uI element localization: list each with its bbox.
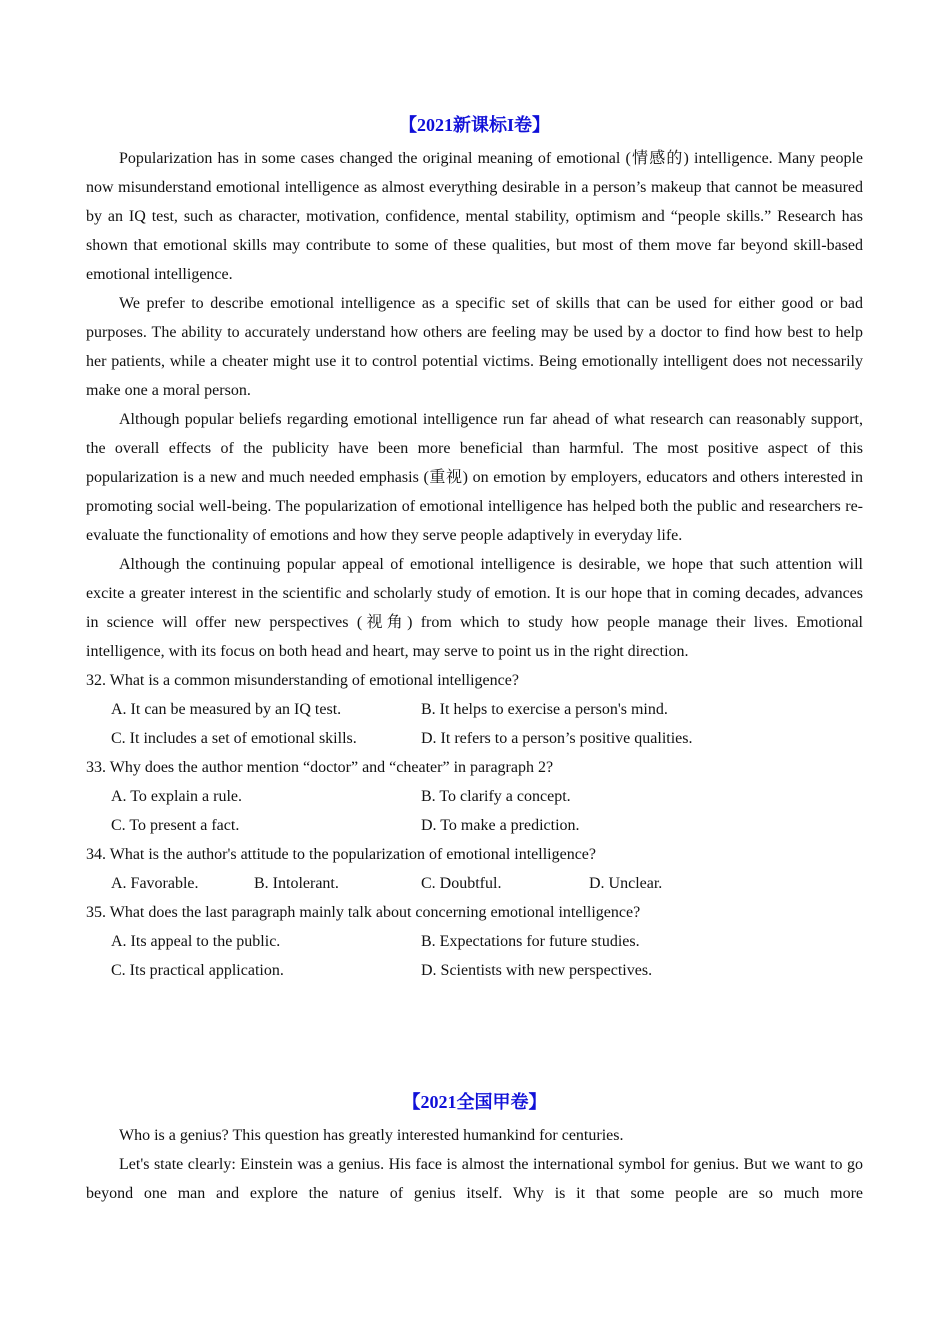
paragraph: Although popular beliefs regarding emotional intelligence run far ahead of what research can reasonably support, the overall effects of the publicity have been more beneficial than harmful. The most positive aspect of this popularization is a new and much needed emphasis (重视) on emotion by employers, educators and others interested in promoting social well-being. The popularization of emotional intelligence has helped both the public and researchers re-evaluate the functionality of emotions and how they serve people adaptively in everyday life. — [86, 411, 863, 544]
option-a: A. Favorable. — [111, 875, 199, 892]
section-title: 【2021全国甲卷】 — [402, 1092, 547, 1112]
option-c: C. It includes a set of emotional skills. — [111, 730, 357, 747]
question-stem: 33. Why does the author mention “doctor” and “cheater” in paragraph 2? — [86, 759, 554, 776]
option-a: A. Its appeal to the public. — [111, 933, 281, 950]
question-stem: 32. What is a common misunderstanding of emotional intelligence? — [86, 672, 519, 689]
option-c: C. To present a fact. — [111, 817, 240, 834]
paragraph: Although the continuing popular appeal of emotional intelligence is desirable, we hope that such attention will excite a greater interest in the scientific and scholarly study of emotion. It is our hope that in coming decades, advances in science will offer new perspectives (视角) from which to study how people manage their lives. Emotional intelligence, with its focus on both head and heart, may serve to point us in the right direction. — [86, 556, 863, 660]
question-34 — [86, 840, 863, 898]
option-a: A. To explain a rule. — [111, 788, 242, 805]
section-2021-quanguo-jia — [86, 1088, 863, 1208]
option-b: B. Expectations for future studies. — [421, 933, 640, 950]
question-32 — [86, 666, 863, 753]
option-d: D. It refers to a person’s positive qualities. — [421, 730, 693, 747]
question-stem: 34. What is the author's attitude to the popularization of emotional intelligence? — [86, 846, 596, 863]
option-b: B. Intolerant. — [254, 875, 339, 892]
paragraph: Let's state clearly: Einstein was a genius. His face is almost the international symbol for genius. But we want to go beyond one man and explore the nature of genius itself. Why is it that some people are so much more — [86, 1156, 863, 1202]
option-c: C. Doubtful. — [421, 875, 502, 892]
paragraph: Popularization has in some cases changed the original meaning of emotional (情感的) intelligence. Many people now misunderstand emotional intelligence as almost everything desirable in a person’s makeup that cannot be measured by an IQ test, such as character, motivation, confidence, mental stability, optimism and “people skills.” Research has shown that emotional skills may contribute to some of these qualities, but most of them move far beyond skill-based emotional intelligence. — [86, 150, 863, 283]
question-33 — [86, 753, 863, 840]
section-title: 【2021新课标I卷】 — [398, 115, 550, 135]
section-2021-xinkebiao-1 — [86, 111, 863, 985]
option-d: D. Unclear. — [589, 875, 663, 892]
paragraph: We prefer to describe emotional intelligence as a specific set of skills that can be used for either good or bad purposes. The ability to accurately understand how others are feeling may be used by a doctor to find how best to help her patients, while a cheater might use it to control potential victims. Being emotionally intelligent does not necessarily make one a moral person. — [86, 295, 863, 399]
option-d: D. To make a prediction. — [421, 817, 580, 834]
question-stem: 35. What does the last paragraph mainly talk about concerning emotional intelligence? — [86, 904, 641, 921]
option-b: B. To clarify a concept. — [421, 788, 571, 805]
option-d: D. Scientists with new perspectives. — [421, 962, 653, 979]
question-35 — [86, 898, 863, 985]
paragraph: Who is a genius? This question has greatly interested humankind for centuries. — [119, 1127, 624, 1144]
option-b: B. It helps to exercise a person's mind. — [421, 701, 668, 718]
option-c: C. Its practical application. — [111, 962, 284, 979]
option-a: A. It can be measured by an IQ test. — [111, 701, 342, 718]
